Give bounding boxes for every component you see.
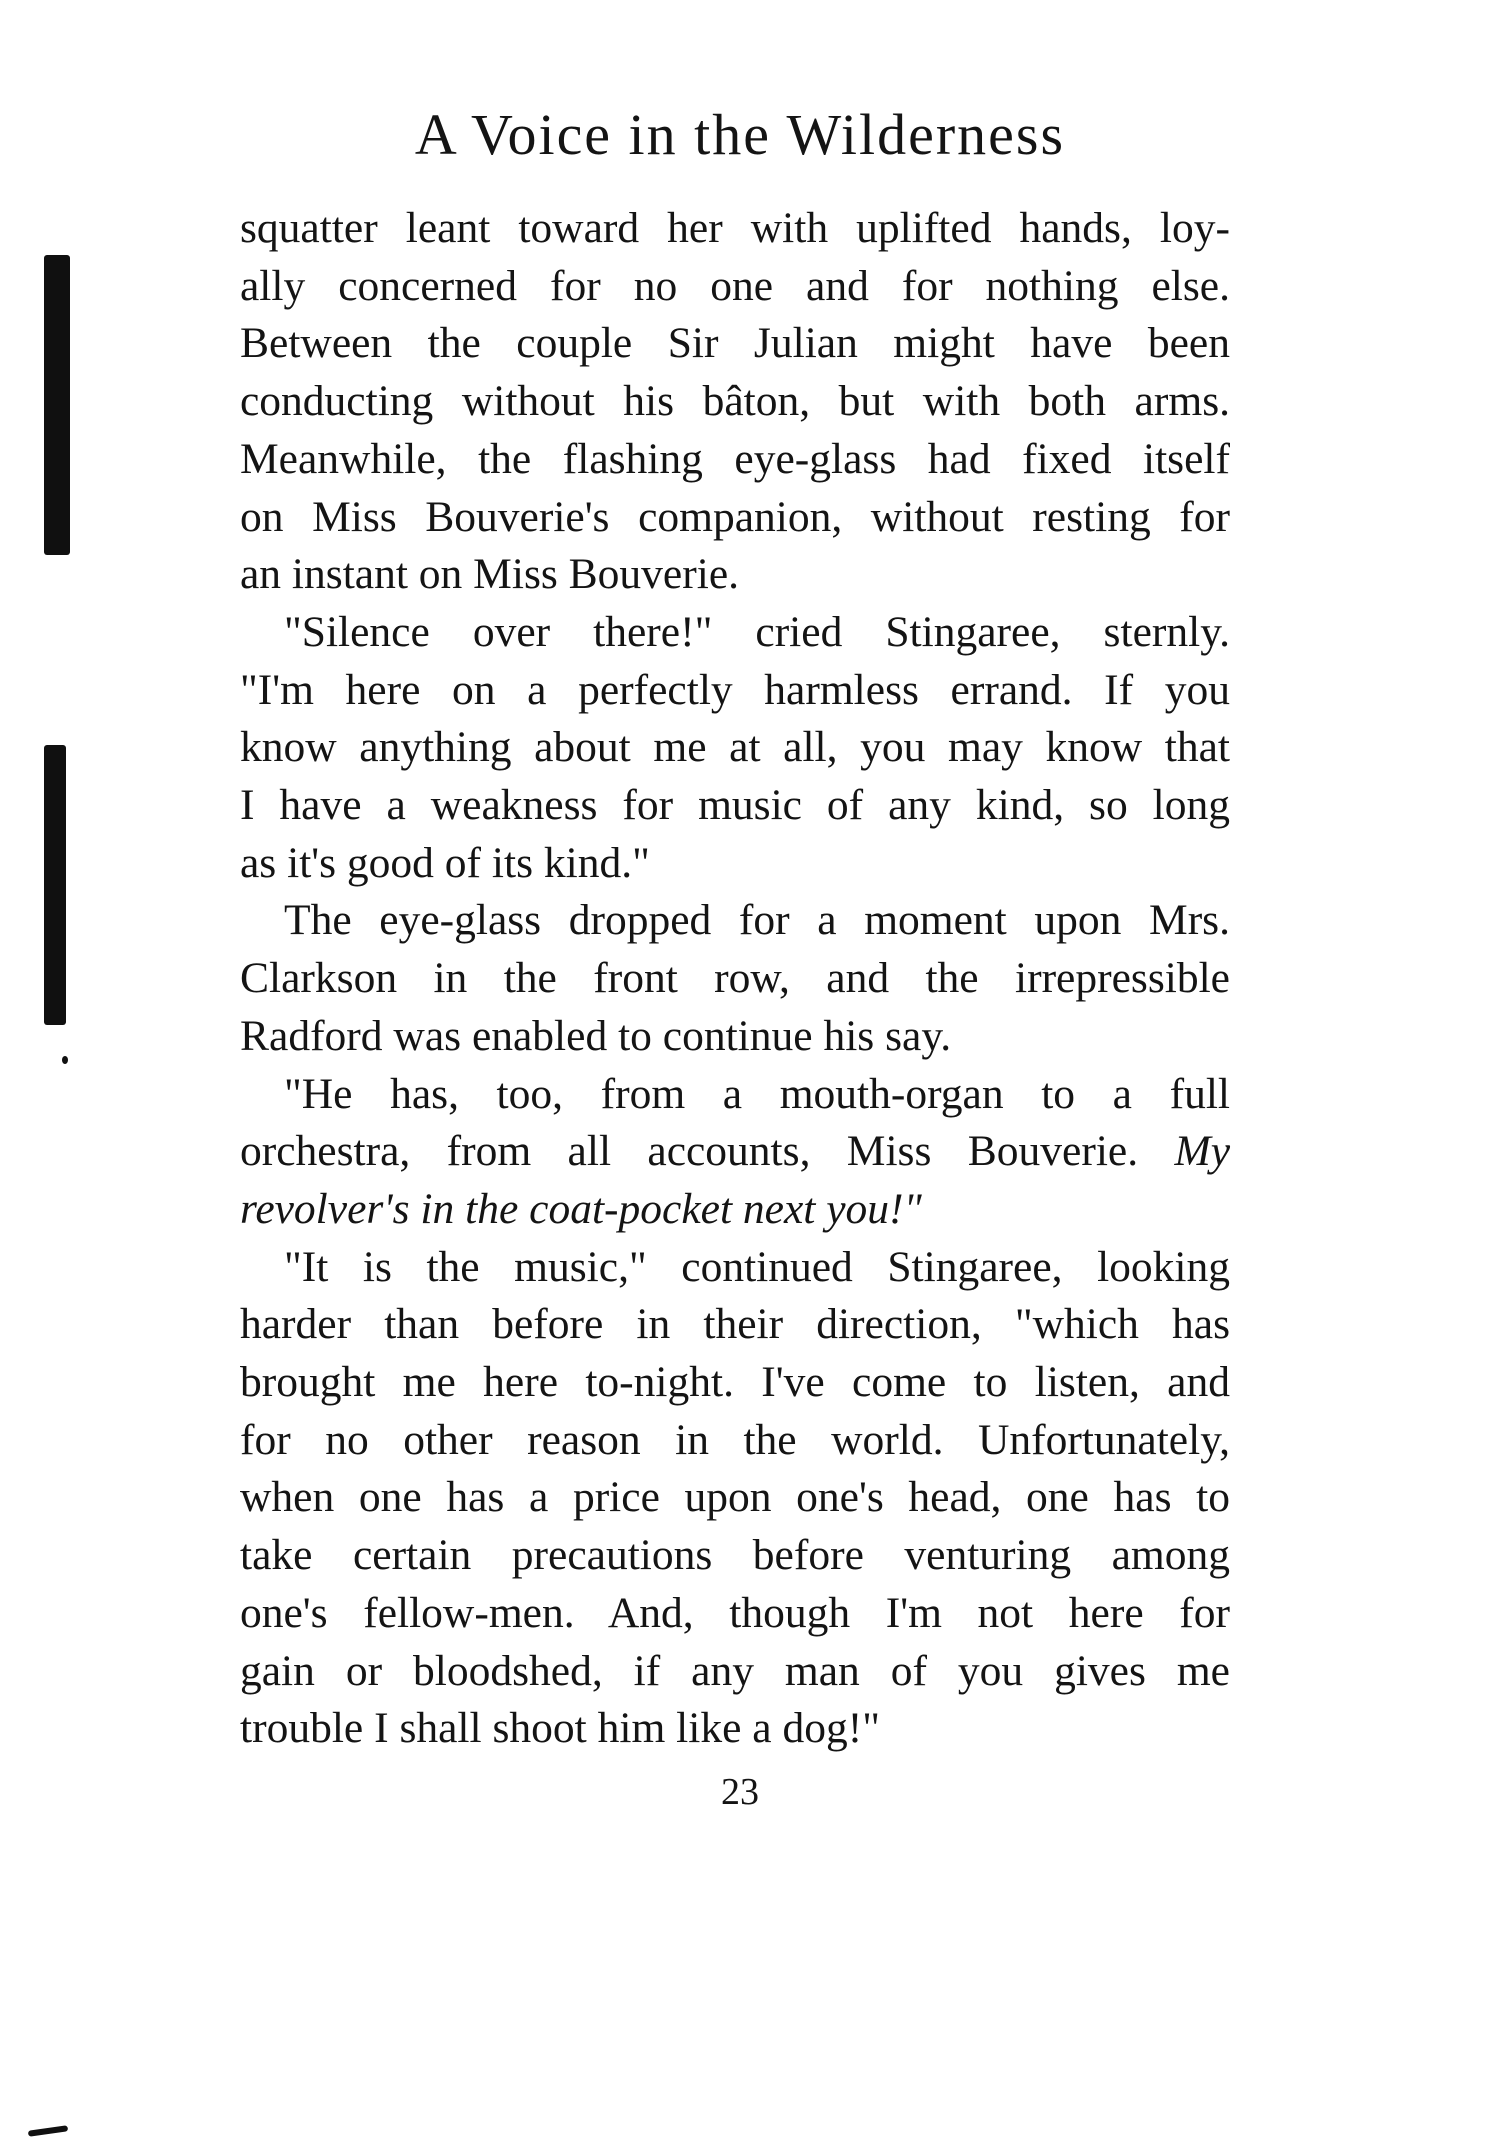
text-line: Meanwhile, the flashing eye-glass had fixed itself (240, 434, 1230, 483)
paragraph (240, 604, 1230, 893)
text-line: Clarkson in the front row, and the irrepressible (240, 954, 1230, 1003)
scan-binding-mark (44, 745, 66, 1025)
text-line: brought me here to-night. I've come to listen, and (240, 1358, 1230, 1407)
text-line: squatter leant toward her with uplifted hands, loy- (240, 204, 1230, 252)
paragraph (240, 1066, 1230, 1239)
text-line: take certain precautions before venturing among (240, 1531, 1230, 1580)
italic-text: My (1174, 1127, 1231, 1176)
italic-text-line: revolver's in the coat-pocket next you!" (240, 1184, 922, 1233)
paragraph (240, 1239, 1230, 1758)
body-text (240, 200, 1230, 1758)
text-span: orchestra, from all accounts, Miss Bouverie. (240, 1127, 1139, 1176)
text-line: gain or bloodshed, if any man of you gives me (240, 1646, 1230, 1695)
text-line: trouble I shall shoot him like a dog!" (240, 1704, 880, 1753)
scan-binding-mark (44, 255, 70, 555)
text-line: ally concerned for no one and for nothing else. (240, 261, 1230, 310)
text-line: "It is the music," continued Stingaree, looking (284, 1242, 1230, 1291)
text-line: "Silence over there!" cried Stingaree, sternly. (284, 607, 1230, 656)
text-line: Radford was enabled to continue his say. (240, 1011, 952, 1060)
paragraph (240, 892, 1230, 1065)
text-line: for no other reason in the world. Unfortunately, (240, 1415, 1230, 1464)
text-line: one's fellow-men. And, though I'm not here for (240, 1588, 1230, 1637)
paragraph (240, 200, 1230, 604)
scan-speck (62, 1056, 68, 1064)
text-line: an instant on Miss Bouverie. (240, 550, 739, 599)
text-line: The eye-glass dropped for a moment upon Mrs. (284, 896, 1230, 945)
text-line: know anything about me at all, you may know that (240, 723, 1230, 772)
running-head: A Voice in the Wilderness (414, 102, 1066, 167)
scan-corner-mark (28, 2125, 68, 2137)
text-line: conducting without his bâton, but with both arms. (240, 377, 1230, 426)
text-line: Between the couple Sir Julian might have been (240, 319, 1230, 368)
text-line: as it's good of its kind." (240, 838, 650, 887)
text-line: harder than before in their direction, "which has (240, 1300, 1230, 1349)
text-line: on Miss Bouverie's companion, without resting for (240, 492, 1230, 541)
text-line: I have a weakness for music of any kind, so long (240, 781, 1230, 830)
text-line: when one has a price upon one's head, one has to (240, 1473, 1230, 1522)
text-line (240, 1123, 1230, 1181)
text-line: "I'm here on a perfectly harmless errand. If you (240, 665, 1230, 714)
text-line: "He has, too, from a mouth-organ to a full (284, 1069, 1230, 1118)
page-number: 23 (721, 1771, 759, 1813)
